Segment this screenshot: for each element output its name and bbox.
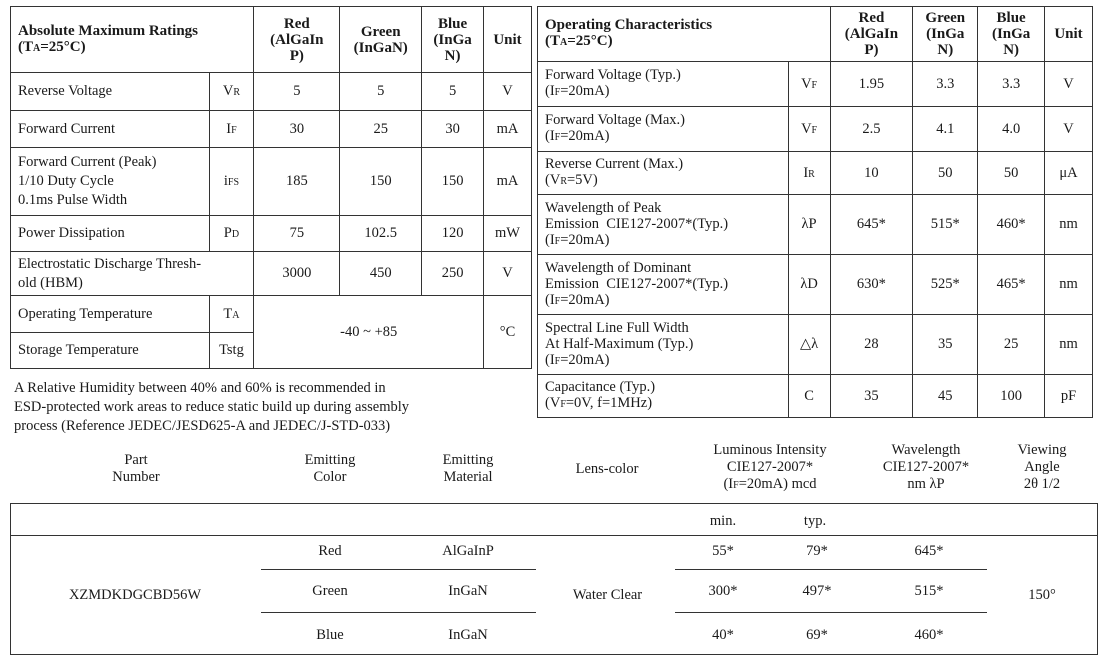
wavelength-value: 460* xyxy=(914,627,944,643)
oc-row xyxy=(538,107,1093,152)
oc-header-red: Red (AlGaIn P) xyxy=(830,7,913,62)
oc-header-green: Green (InGa N) xyxy=(913,7,978,62)
lum-min-value: 40* xyxy=(712,627,734,643)
oc-title: Operating Characteristics (TA=25°C) xyxy=(538,7,831,62)
esd-humidity-note: A Relative Humidity between 40% and 60% is recommended in ESD-protected work areas to reduce static build up during assembly process (Reference JEDEC/JESD625-A and JEDEC/J-STD-033) xyxy=(14,380,410,434)
text-part: (I xyxy=(545,231,555,248)
amr-param-label: Power Dissipation xyxy=(11,216,210,252)
oc-green-value: 3.3 xyxy=(913,62,978,107)
amr-header-green: Green (InGaN) xyxy=(340,7,422,73)
amr-param-label: Electrostatic Discharge Thresh- old (HBM) xyxy=(11,252,254,296)
amr-blue-value: 30 xyxy=(422,111,484,148)
oc-red-value: 10 xyxy=(830,152,913,195)
amr-green-value: 150 xyxy=(340,148,422,216)
oc-green-value: 515* xyxy=(913,195,978,255)
oc-blue-value: 100 xyxy=(978,375,1045,418)
part-number-value: XZMDKDGCBD56W xyxy=(68,587,202,603)
oc-param-symbol: C xyxy=(788,375,830,418)
viewing-angle-value: 150° xyxy=(1028,587,1056,603)
lum-typ-value: 497* xyxy=(802,583,832,599)
amr-red-value: 75 xyxy=(254,216,340,252)
emitting-material-value: InGaN xyxy=(448,627,488,643)
oc-param-label: Reverse Current (Max.) (VR=5V) xyxy=(538,152,789,195)
emitting-color-value: Green xyxy=(312,583,348,599)
temperature-range: -40 ~ +85 xyxy=(254,296,484,369)
amr-param-label: Forward Current (Peak) 1/10 Duty Cycle 0.1ms Pulse Width xyxy=(11,148,210,216)
amr-param-symbol: IF xyxy=(209,111,254,148)
oc-row xyxy=(538,195,1093,255)
amr-unit-value: V xyxy=(484,73,532,111)
amr-title: Absolute Maximum Ratings (TA=25°C) xyxy=(11,7,254,73)
operating-temperature-symbol: TA xyxy=(209,296,254,333)
amr-unit-value: mW xyxy=(484,216,532,252)
oc-green-value: 525* xyxy=(913,255,978,315)
lum-min-value: 300* xyxy=(708,583,738,599)
text-part: (I xyxy=(545,291,555,308)
oc-red-value: 2.5 xyxy=(830,107,913,152)
row-divider xyxy=(675,569,987,570)
row-divider xyxy=(675,612,987,613)
amr-blue-value: 150 xyxy=(422,148,484,216)
oc-param-label: Capacitance (Typ.) (VF=0V, f=1MHz) xyxy=(538,375,789,418)
amr-row xyxy=(11,216,532,252)
amr-param-symbol: iFS xyxy=(209,148,254,216)
lum-min-subheader: min. xyxy=(709,513,737,529)
oc-param-label: Forward Voltage (Typ.) (IF=20mA) xyxy=(538,62,789,107)
amr-green-value: 5 xyxy=(340,73,422,111)
text-part: (V xyxy=(545,172,561,188)
lens-color-value: Water Clear xyxy=(572,587,643,603)
oc-red-value: 630* xyxy=(830,255,913,315)
oc-red-value: 35 xyxy=(830,375,913,418)
oc-param-symbol: λD xyxy=(788,255,830,315)
emitting-material-value: InGaN xyxy=(448,583,488,599)
oc-red-value: 1.95 xyxy=(830,62,913,107)
oc-unit-value: nm xyxy=(1045,315,1093,375)
amr-blue-value: 5 xyxy=(422,73,484,111)
oc-green-value: 50 xyxy=(913,152,978,195)
oc-param-symbol: VF xyxy=(788,107,830,152)
wavelength-value: 515* xyxy=(914,583,944,599)
oc-blue-value: 4.0 xyxy=(978,107,1045,152)
oc-blue-value: 460* xyxy=(978,195,1045,255)
temperature-unit: °C xyxy=(484,296,532,369)
oc-row xyxy=(538,255,1093,315)
part-number-header: Part Number xyxy=(112,452,160,485)
amr-row xyxy=(11,111,532,148)
amr-unit-value: V xyxy=(484,252,532,296)
emitting-material-value: AlGaInP xyxy=(442,543,494,559)
oc-blue-value: 25 xyxy=(978,315,1045,375)
amr-green-value: 102.5 xyxy=(340,216,422,252)
oc-unit-value: pF xyxy=(1045,375,1093,418)
emitting-material-header: Emitting Material xyxy=(442,452,494,485)
oc-blue-value: 50 xyxy=(978,152,1045,195)
wavelength-value: 645* xyxy=(914,543,944,559)
emitting-color-value: Red xyxy=(318,543,342,559)
oc-param-label: Spectral Line Full Width At Half-Maximum (Typ.) (IF=20mA) xyxy=(538,315,789,375)
amr-blue-value: 250 xyxy=(422,252,484,296)
lens-color-header: Lens-color xyxy=(575,461,639,477)
emitting-color-header: Emitting Color xyxy=(304,452,356,485)
amr-param-symbol: VR xyxy=(209,73,254,111)
text-part: (I xyxy=(545,351,555,368)
oc-unit-value: nm xyxy=(1045,255,1093,315)
amr-unit-value: mA xyxy=(484,148,532,216)
oc-header-blue: Blue (InGa N) xyxy=(978,7,1045,62)
oc-unit-value: V xyxy=(1045,107,1093,152)
amr-row xyxy=(11,73,532,111)
storage-temperature-label: Storage Temperature xyxy=(11,333,210,369)
amr-header-unit: Unit xyxy=(484,7,532,73)
oc-row xyxy=(538,152,1093,195)
lum-typ-value: 69* xyxy=(806,627,828,643)
amr-row xyxy=(11,252,532,296)
oc-unit-value: nm xyxy=(1045,195,1093,255)
viewing-angle-header: Viewing Angle 2θ 1/2 xyxy=(1017,442,1067,492)
oc-param-symbol: VF xyxy=(788,62,830,107)
oc-unit-value: μA xyxy=(1045,152,1093,195)
oc-param-label: Wavelength of Dominant Emission CIE127-2007*(Typ.) (IF=20mA) xyxy=(538,255,789,315)
oc-blue-value: 3.3 xyxy=(978,62,1045,107)
emitting-color-value: Blue xyxy=(316,627,344,643)
oc-green-value: 4.1 xyxy=(913,107,978,152)
text-part: (V xyxy=(545,395,561,411)
oc-param-symbol: λP xyxy=(788,195,830,255)
amr-red-value: 185 xyxy=(254,148,340,216)
lum-typ-value: 79* xyxy=(806,543,828,559)
oc-unit-value: V xyxy=(1045,62,1093,107)
oc-blue-value: 465* xyxy=(978,255,1045,315)
absolute-maximum-ratings-table xyxy=(10,6,532,369)
oc-row xyxy=(538,315,1093,375)
oc-green-value: 45 xyxy=(913,375,978,418)
storage-temperature-symbol: Tstg xyxy=(209,333,254,369)
lum-min-value: 55* xyxy=(712,543,734,559)
oc-param-label: Wavelength of Peak Emission CIE127-2007*(Typ.) (IF=20mA) xyxy=(538,195,789,255)
amr-header-blue: Blue (InGa N) xyxy=(422,7,484,73)
text-part: (I xyxy=(545,83,555,99)
subheader-divider xyxy=(11,535,1097,536)
oc-red-value: 645* xyxy=(830,195,913,255)
operating-temperature-label: Operating Temperature xyxy=(11,296,210,333)
operating-characteristics-table xyxy=(537,6,1093,418)
amr-blue-value: 120 xyxy=(422,216,484,252)
amr-green-value: 450 xyxy=(340,252,422,296)
oc-header-unit: Unit xyxy=(1045,7,1093,62)
amr-param-symbol: PD xyxy=(209,216,254,252)
oc-param-symbol: IR xyxy=(788,152,830,195)
row-divider xyxy=(261,569,536,570)
oc-green-value: 35 xyxy=(913,315,978,375)
oc-row xyxy=(538,375,1093,418)
oc-red-value: 28 xyxy=(830,315,913,375)
oc-row xyxy=(538,62,1093,107)
amr-unit-value: mA xyxy=(484,111,532,148)
text-part: (I xyxy=(545,128,555,144)
amr-param-label: Reverse Voltage xyxy=(11,73,210,111)
amr-header-red: Red (AlGaIn P) xyxy=(254,7,340,73)
oc-param-label: Forward Voltage (Max.) (IF=20mA) xyxy=(538,107,789,152)
oc-param-symbol: △λ xyxy=(788,315,830,375)
amr-red-value: 30 xyxy=(254,111,340,148)
amr-green-value: 25 xyxy=(340,111,422,148)
wavelength-header: Wavelength CIE127-2007* nm λP xyxy=(882,442,970,492)
amr-row xyxy=(11,148,532,216)
amr-red-value: 3000 xyxy=(254,252,340,296)
amr-red-value: 5 xyxy=(254,73,340,111)
luminous-intensity-header: Luminous Intensity CIE127-2007* (IF=20mA) mcd xyxy=(713,442,827,492)
lum-typ-subheader: typ. xyxy=(803,513,827,529)
row-divider xyxy=(261,612,536,613)
amr-param-label: Forward Current xyxy=(11,111,210,148)
